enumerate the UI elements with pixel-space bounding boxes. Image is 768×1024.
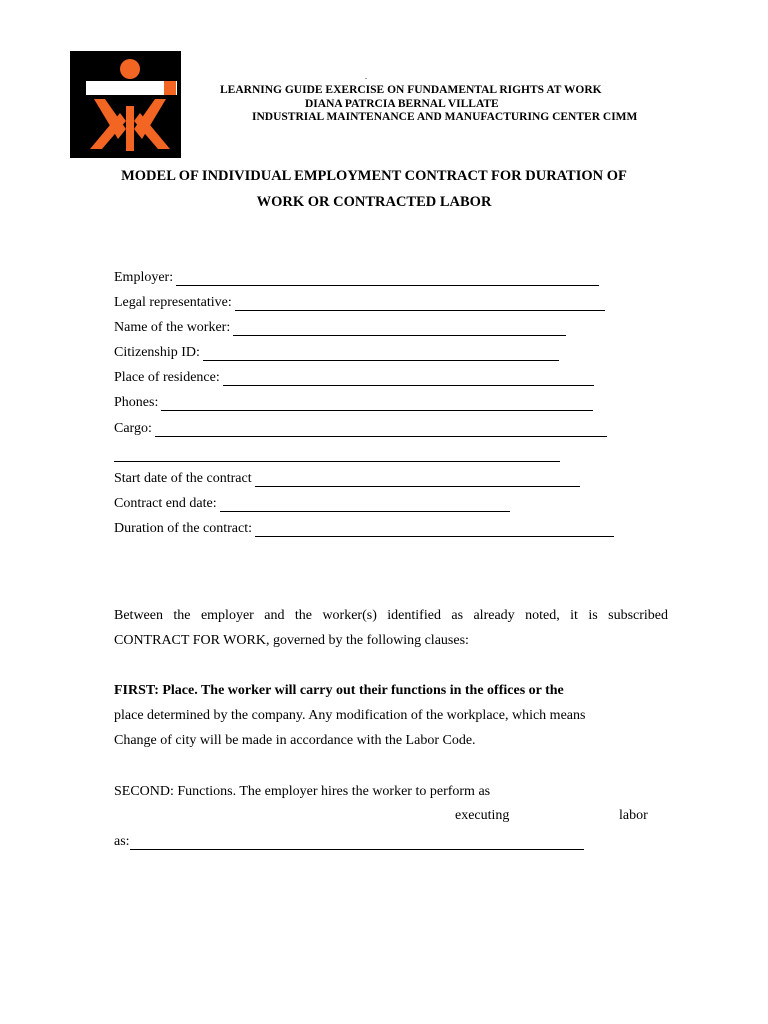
header-dot: . [365, 72, 367, 81]
cargo-continuation-blank[interactable] [114, 448, 560, 462]
sena-logo-mark [70, 51, 181, 158]
second-clause-word-executing: executing [455, 808, 510, 823]
header-line-2: DIANA PATRCIA BERNAL VILLATE [305, 98, 499, 110]
legal-representative-label: Legal representative: [114, 295, 232, 310]
labor-as-label: as: [114, 834, 130, 849]
phones-field[interactable] [114, 393, 593, 411]
cargo-blank[interactable] [155, 423, 607, 437]
worker-name-blank[interactable] [233, 322, 566, 336]
labor-as-blank[interactable] [130, 836, 584, 850]
intro-line-2: CONTRACT FOR WORK, governed by the following clauses: [114, 633, 469, 648]
citizenship-id-blank[interactable] [203, 347, 559, 361]
worker-name-field[interactable] [114, 318, 566, 336]
employer-label: Employer: [114, 270, 174, 285]
end-date-field[interactable] [114, 494, 510, 512]
page-title: MODEL OF INDIVIDUAL EMPLOYMENT CONTRACT FOR DURATION OF [121, 168, 627, 184]
first-clause-line-1: FIRST: Place. The worker will carry out their functions in the offices or the [114, 683, 564, 698]
citizenship-id-label: Citizenship ID: [114, 345, 200, 360]
legal-representative-blank[interactable] [235, 297, 605, 311]
header-line-1: LEARNING GUIDE EXERCISE ON FUNDAMENTAL RIGHTS AT WORK [220, 84, 602, 96]
start-date-field[interactable] [114, 469, 580, 487]
first-clause-line-2: place determined by the company. Any modification of the workplace, which means [114, 708, 586, 723]
duration-label: Duration of the contract: [114, 521, 253, 536]
second-clause-word-labor: labor [619, 808, 648, 823]
employer-field[interactable] [114, 268, 599, 286]
duration-field[interactable] [114, 519, 614, 537]
cargo-label: Cargo: [114, 421, 152, 436]
cargo-continuation[interactable] [114, 444, 560, 462]
intro-line-1: Between the employer and the worker(s) identified as already noted, it is subscribed [114, 608, 668, 623]
logo-text: SENA [89, 81, 123, 95]
worker-name-label: Name of the worker: [114, 320, 231, 335]
residence-label: Place of residence: [114, 370, 220, 385]
residence-field[interactable] [114, 368, 594, 386]
duration-blank[interactable] [255, 523, 614, 537]
phones-label: Phones: [114, 395, 159, 410]
page-subtitle: WORK OR CONTRACTED LABOR [256, 194, 492, 210]
start-date-label: Start date of the contract [114, 471, 252, 486]
legal-representative-field[interactable] [114, 293, 605, 311]
residence-blank[interactable] [223, 372, 594, 386]
citizenship-id-field[interactable] [114, 343, 559, 361]
end-date-blank[interactable] [220, 498, 510, 512]
second-clause-line-1: SECOND: Functions. The employer hires the worker to perform as [114, 784, 491, 799]
first-clause-line-3: Change of city will be made in accordance with the Labor Code. [114, 733, 476, 748]
employer-blank[interactable] [176, 272, 599, 286]
start-date-blank[interactable] [255, 473, 580, 487]
cargo-field[interactable] [114, 419, 607, 437]
end-date-label: Contract end date: [114, 496, 217, 511]
header-line-3: INDUSTRIAL MAINTENANCE AND MANUFACTURING CENTER CIMM [252, 111, 638, 123]
phones-blank[interactable] [161, 397, 593, 411]
sena-logo [70, 51, 181, 158]
labor-as-field[interactable] [114, 832, 584, 850]
